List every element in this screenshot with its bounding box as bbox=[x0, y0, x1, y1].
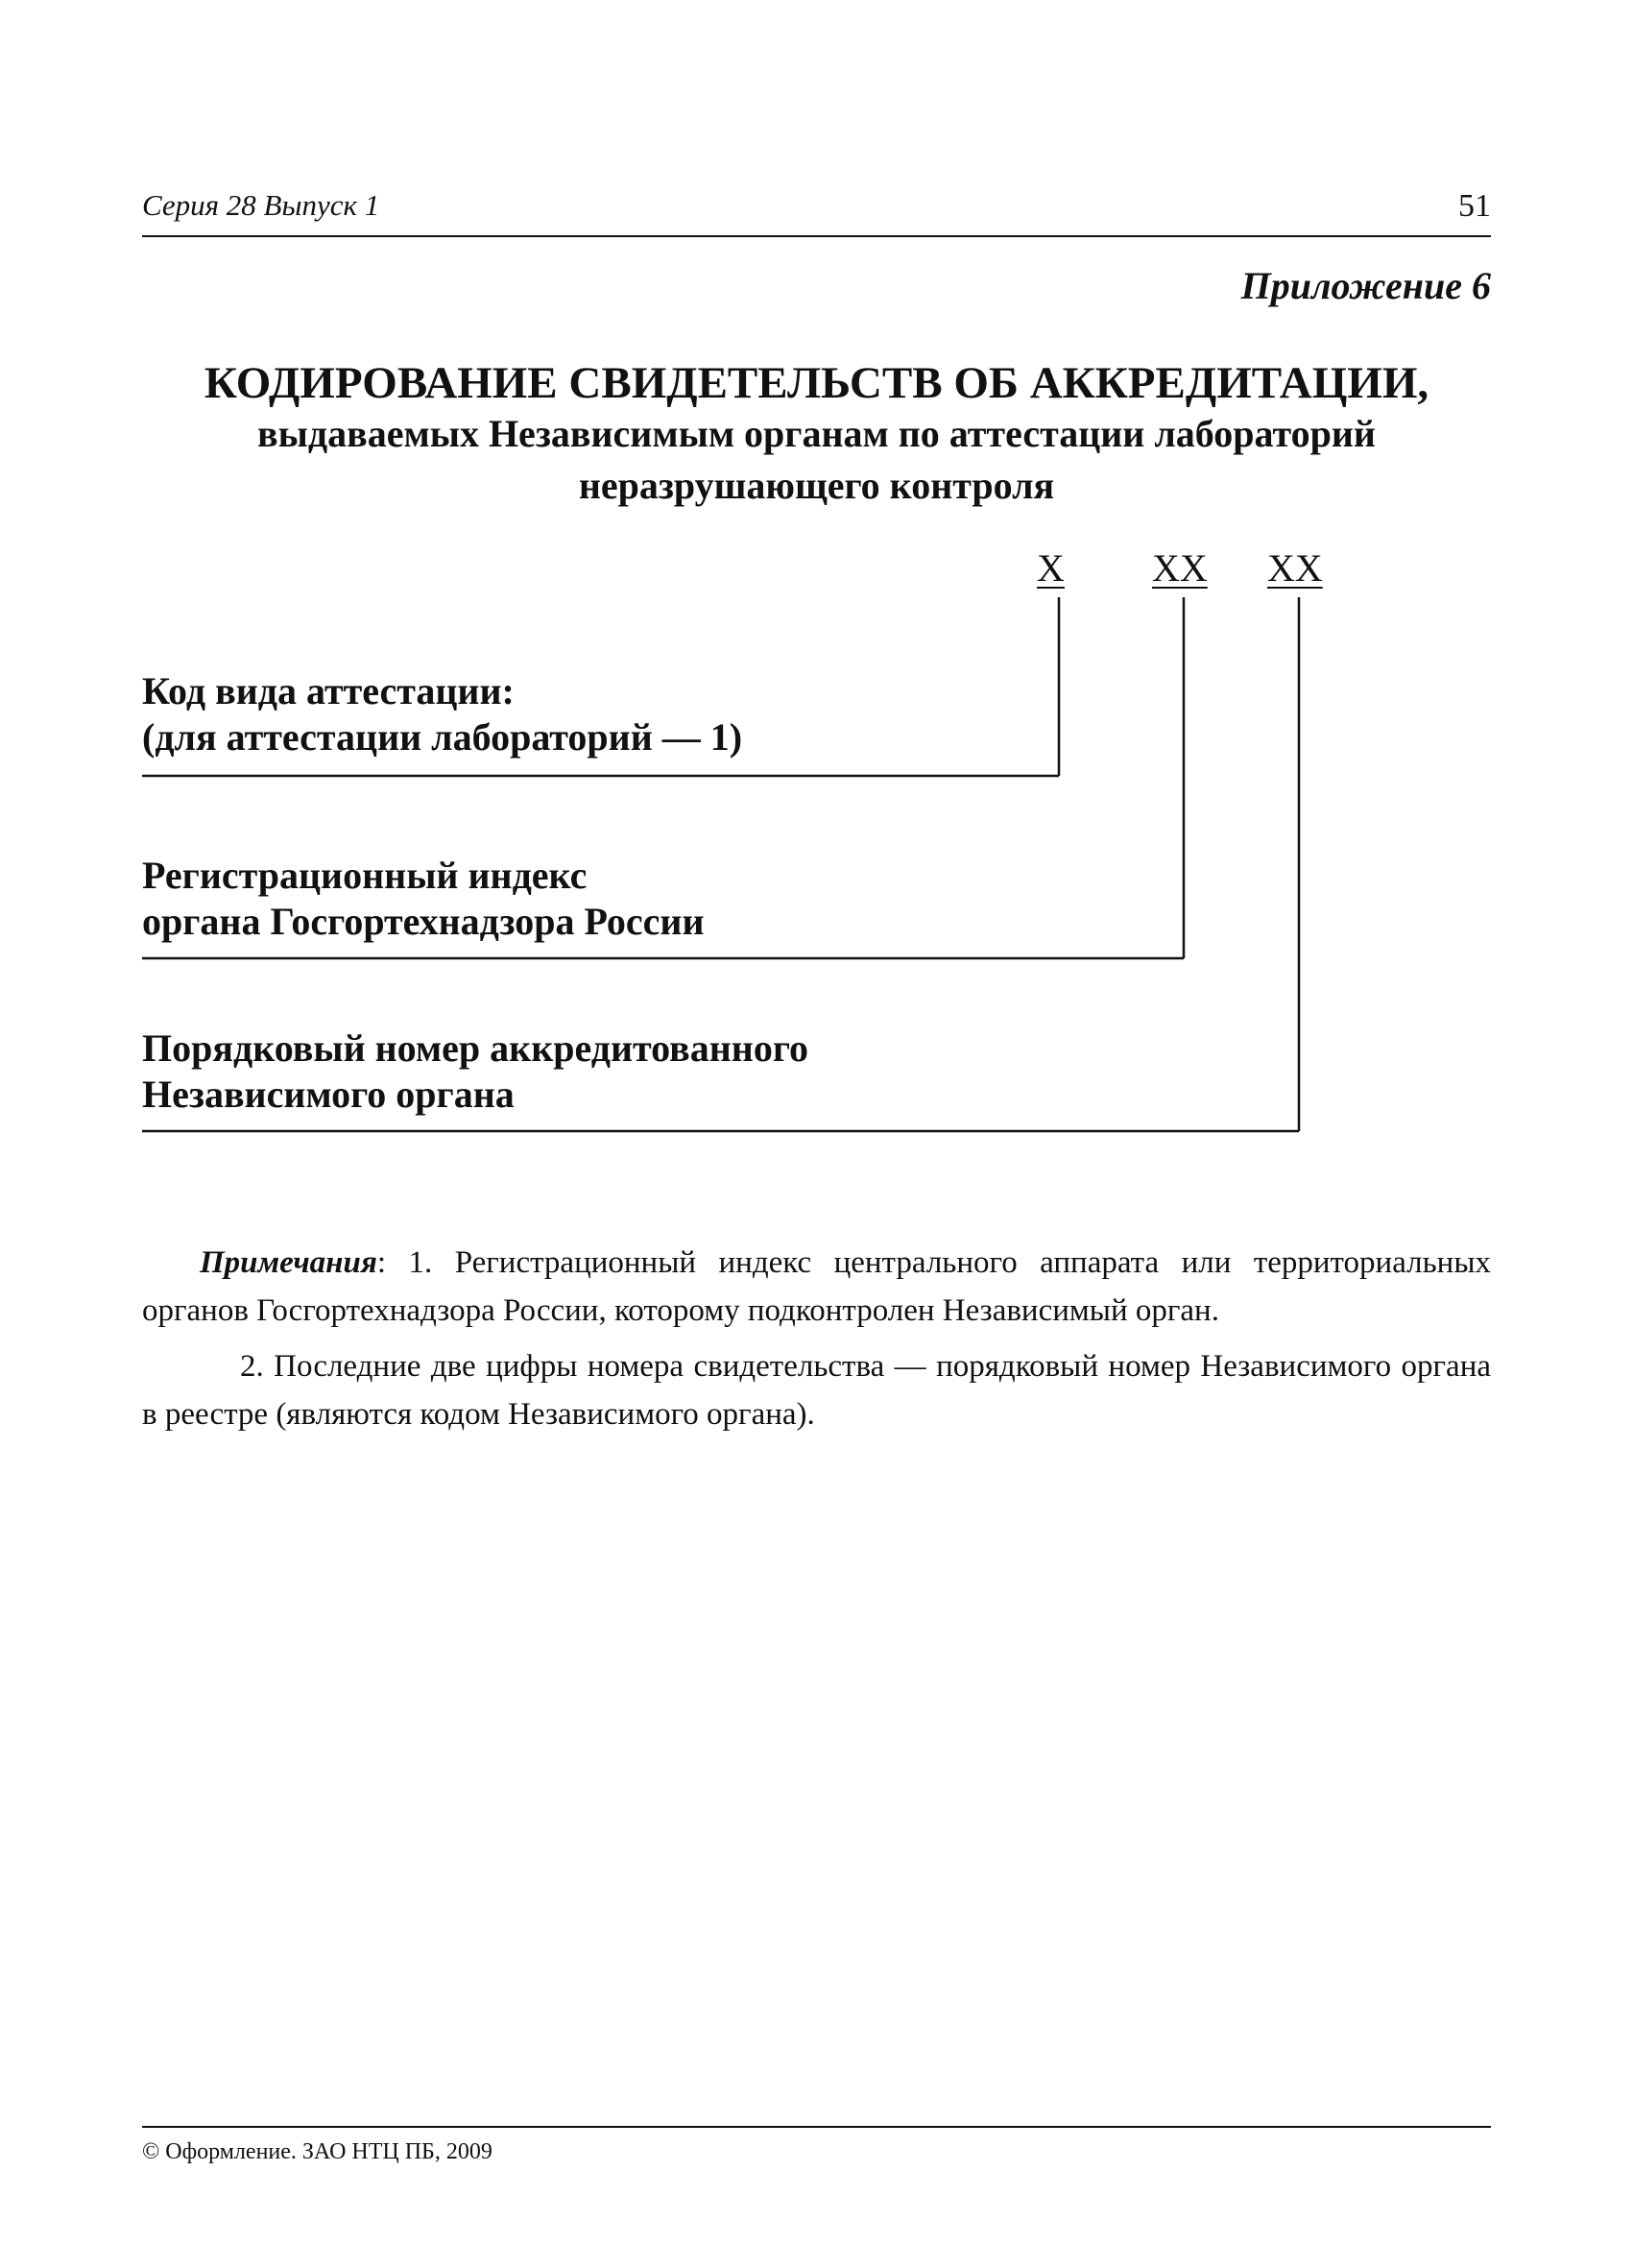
document-subtitle-line-2: неразрушающего контроля bbox=[578, 464, 1055, 507]
notes-section bbox=[142, 1239, 1491, 1438]
field-certification-type bbox=[142, 668, 742, 760]
code-segment-registration-index: XX bbox=[1152, 546, 1208, 590]
field-serial-number-line-2: Независимого органа bbox=[142, 1073, 515, 1116]
note-item-1-text: : 1. Регистрационный индекс центрального аппарата или территориальных органов Госгортехнадзора России, которому подконтролен Независимый орган. bbox=[142, 1245, 1491, 1328]
footer-divider bbox=[142, 2126, 1491, 2128]
field-registration-index-line-2: органа Госгортехнадзора России bbox=[142, 900, 705, 943]
running-header-series: Серия 28 Выпуск 1 bbox=[142, 188, 380, 222]
document-title: КОДИРОВАНИЕ СВИДЕТЕЛЬСТВ ОБ АККРЕДИТАЦИИ, bbox=[204, 358, 1429, 408]
code-segment-type: X bbox=[1037, 546, 1065, 590]
page-number: 51 bbox=[1458, 188, 1491, 224]
note-item-1 bbox=[142, 1239, 1491, 1335]
field-registration-index-line-1: Регистрационный индекс bbox=[142, 854, 588, 897]
code-segment-serial-number: XX bbox=[1267, 546, 1323, 590]
notes-label: Примечания bbox=[200, 1245, 377, 1280]
footer-copyright: © Оформление. ЗАО НТЦ ПБ, 2009 bbox=[142, 2139, 492, 2164]
appendix-label: Приложение 6 bbox=[1240, 264, 1491, 307]
field-certification-type-line-2: (для аттестации лабораторий — 1) bbox=[142, 715, 743, 759]
header-divider bbox=[142, 235, 1491, 237]
field-serial-number bbox=[142, 1025, 808, 1118]
note-item-2: 2. Последние две цифры номера свидетельства — порядковый номер Независимого органа в реестре (являются кодом Независимого органа). bbox=[142, 1349, 1491, 1432]
document-subtitle-line-1: выдаваемых Независимым органам по аттестации лабораторий bbox=[257, 412, 1376, 455]
field-serial-number-line-1: Порядковый номер аккредитованного bbox=[142, 1026, 809, 1070]
field-registration-index bbox=[142, 853, 705, 945]
field-certification-type-line-1: Код вида аттестации: bbox=[142, 669, 515, 712]
